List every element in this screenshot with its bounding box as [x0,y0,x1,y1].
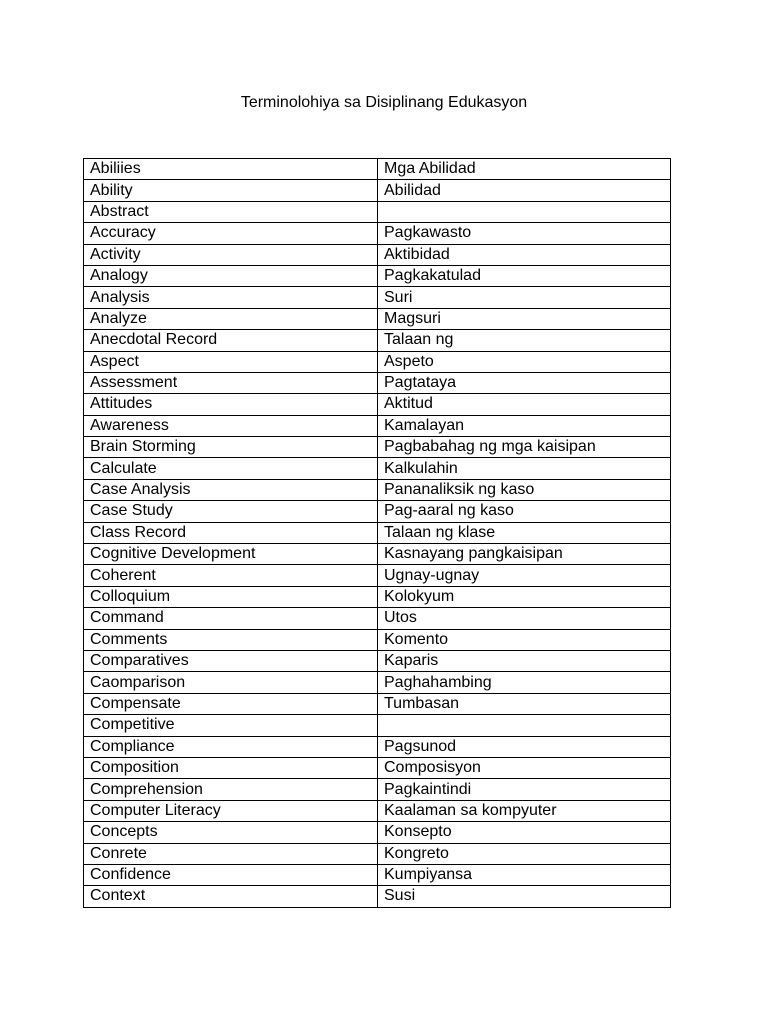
glossary-table-body [84,159,671,908]
translation-cell: Kamalayan [378,415,671,436]
table-row [84,757,671,778]
translation-cell: Kumpiyansa [378,864,671,885]
table-row [84,565,671,586]
term-cell: Composition [84,757,378,778]
table-row [84,501,671,522]
table-row [84,287,671,308]
translation-cell: Talaan ng klase [378,522,671,543]
table-row [84,201,671,222]
translation-cell: Aktitud [378,394,671,415]
term-cell: Brain Storming [84,437,378,458]
table-row [84,265,671,286]
term-cell: Analyze [84,308,378,329]
translation-cell: Pagbabahag ng mga kaisipan [378,437,671,458]
table-row [84,864,671,885]
translation-cell: Pag-aaral ng kaso [378,501,671,522]
term-cell: Activity [84,244,378,265]
table-row [84,223,671,244]
table-row [84,715,671,736]
table-row [84,372,671,393]
translation-cell: Komento [378,629,671,650]
table-row [84,544,671,565]
term-cell: Comparatives [84,650,378,671]
term-cell: Awareness [84,415,378,436]
term-cell: Class Record [84,522,378,543]
translation-cell: Pagkawasto [378,223,671,244]
term-cell: Computer Literacy [84,800,378,821]
table-row [84,479,671,500]
translation-cell: Magsuri [378,308,671,329]
table-row [84,351,671,372]
table-row [84,608,671,629]
table-row [84,693,671,714]
translation-cell: Abilidad [378,180,671,201]
table-row [84,522,671,543]
table-row [84,886,671,907]
term-cell: Comments [84,629,378,650]
term-cell: Abstract [84,201,378,222]
term-cell: Abiliies [84,159,378,180]
translation-cell: Tumbasan [378,693,671,714]
translation-cell: Pagsunod [378,736,671,757]
translation-cell: Aspeto [378,351,671,372]
translation-cell: Talaan ng [378,330,671,351]
translation-cell: Susi [378,886,671,907]
glossary-table [83,158,671,908]
table-row [84,394,671,415]
translation-cell: Aktibidad [378,244,671,265]
translation-cell: Kaalaman sa kompyuter [378,800,671,821]
table-row [84,180,671,201]
table-row [84,415,671,436]
table-row [84,672,671,693]
term-cell: Case Analysis [84,479,378,500]
translation-cell: Composisyon [378,757,671,778]
translation-cell: Pananaliksik ng kaso [378,479,671,500]
term-cell: Cognitive Development [84,544,378,565]
term-cell: Accuracy [84,223,378,244]
term-cell: Compliance [84,736,378,757]
table-row [84,800,671,821]
term-cell: Caomparison [84,672,378,693]
term-cell: Confidence [84,864,378,885]
translation-cell: Utos [378,608,671,629]
term-cell: Calculate [84,458,378,479]
translation-cell: Pagtataya [378,372,671,393]
term-cell: Aspect [84,351,378,372]
translation-cell: Pagkakatulad [378,265,671,286]
table-row [84,586,671,607]
term-cell: Attitudes [84,394,378,415]
translation-cell: Kaparis [378,650,671,671]
page-title: Terminolohiya sa Disiplinang Edukasyon [240,94,528,111]
term-cell: Concepts [84,822,378,843]
term-cell: Ability [84,180,378,201]
term-cell: Comprehension [84,779,378,800]
term-cell: Competitive [84,715,378,736]
translation-cell: Kolokyum [378,586,671,607]
table-row [84,330,671,351]
term-cell: Conrete [84,843,378,864]
translation-cell [378,201,671,222]
translation-cell: Suri [378,287,671,308]
translation-cell: Kasnayang pangkaisipan [378,544,671,565]
table-row [84,458,671,479]
table-row [84,308,671,329]
table-row [84,779,671,800]
term-cell: Analysis [84,287,378,308]
term-cell: Compensate [84,693,378,714]
term-cell: Case Study [84,501,378,522]
table-row [84,629,671,650]
translation-cell: Mga Abilidad [378,159,671,180]
translation-cell [378,715,671,736]
term-cell: Command [84,608,378,629]
table-row [84,843,671,864]
translation-cell: Kongreto [378,843,671,864]
translation-cell: Paghahambing [378,672,671,693]
term-cell: Coherent [84,565,378,586]
translation-cell: Konsepto [378,822,671,843]
term-cell: Analogy [84,265,378,286]
translation-cell: Pagkaintindi [378,779,671,800]
table-row [84,822,671,843]
translation-cell: Ugnay-ugnay [378,565,671,586]
term-cell: Context [84,886,378,907]
translation-cell: Kalkulahin [378,458,671,479]
table-row [84,650,671,671]
table-row [84,244,671,265]
table-row [84,159,671,180]
term-cell: Colloquium [84,586,378,607]
term-cell: Assessment [84,372,378,393]
term-cell: Anecdotal Record [84,330,378,351]
table-row [84,437,671,458]
table-row [84,736,671,757]
